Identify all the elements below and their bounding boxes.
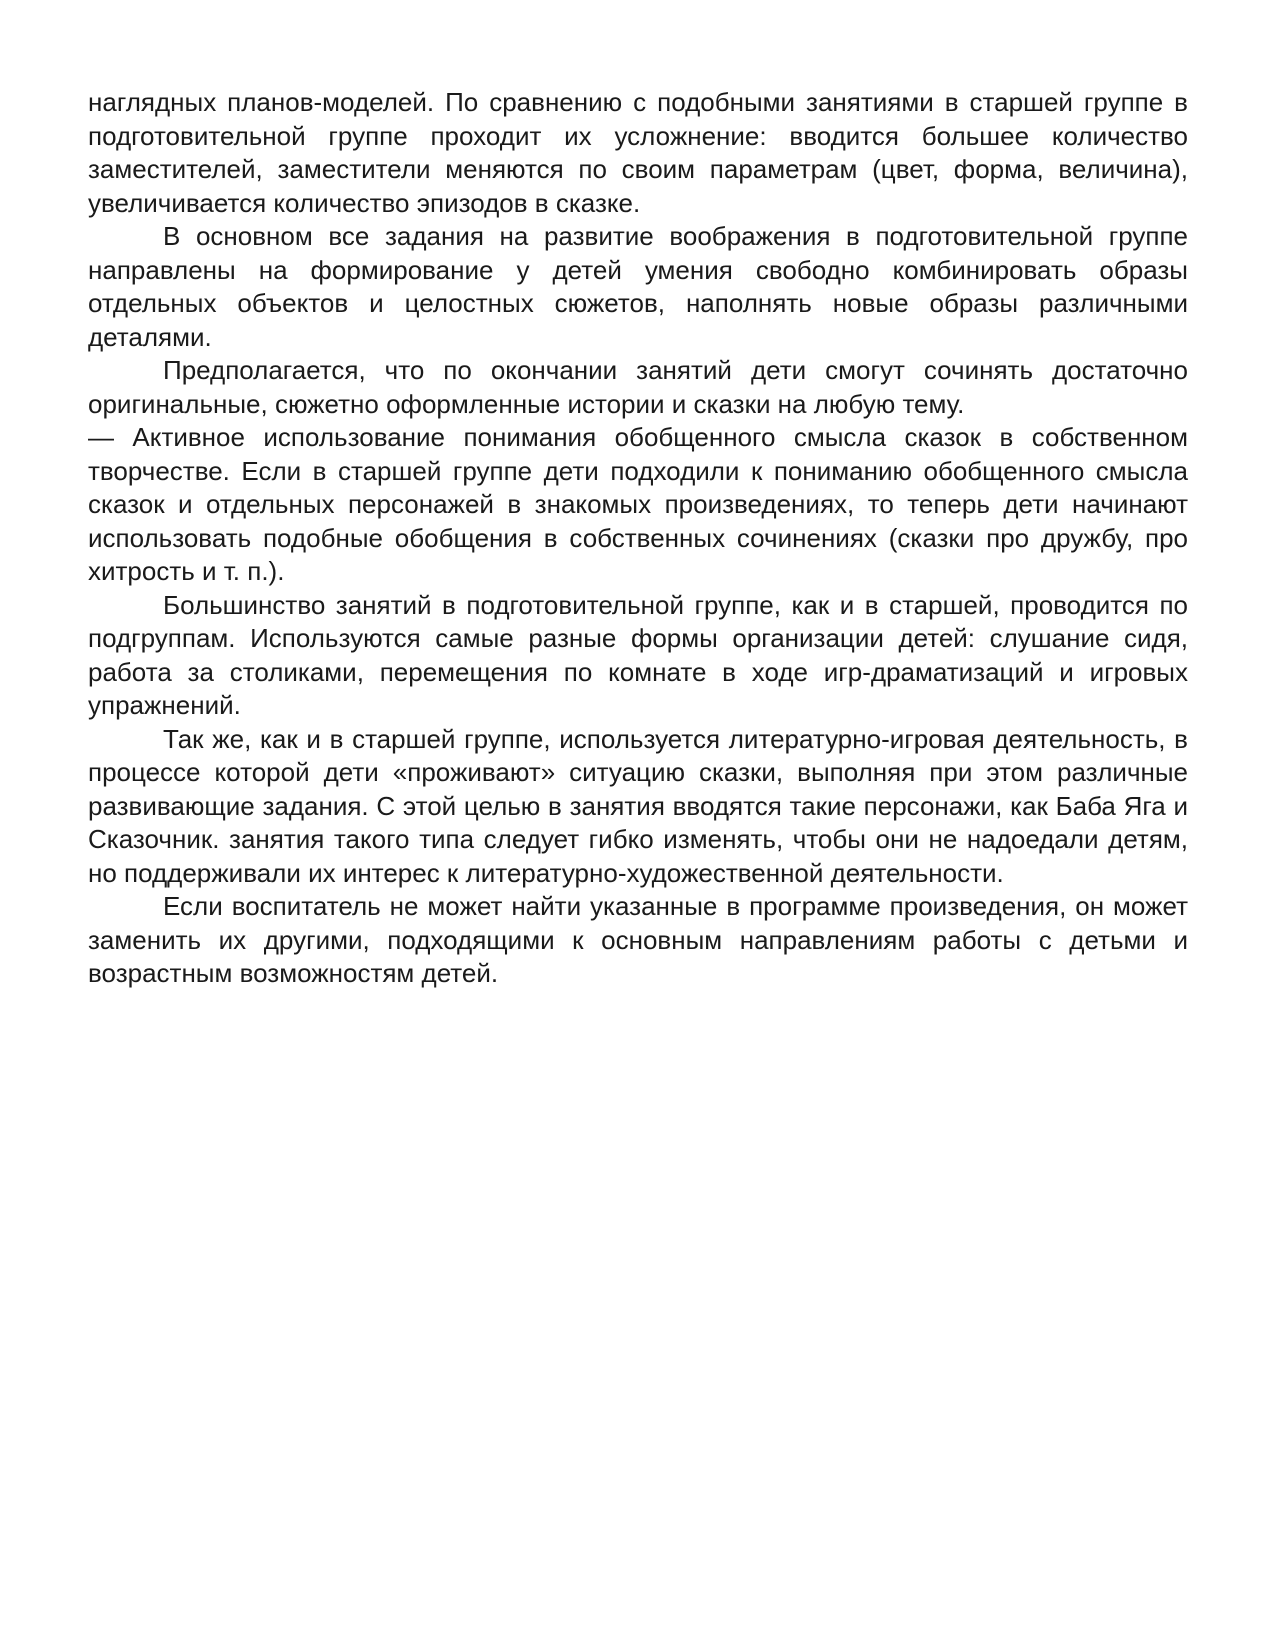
paragraph-expected-results: Предполагается, что по окончании занятий дети смогут сочинять достаточно оригинальные, сюжетно оформленные истории и сказки на любую тему. <box>88 355 1188 419</box>
paragraph-substitution: Если воспитатель не может найти указанные в программе произведения, он может заменить их другими, подходящими к основным направлениям работы с детьми и возрастным возможностям детей. <box>88 891 1188 988</box>
paragraph-continuation: наглядных планов-моделей. По сравнению с подобными занятиями в старшей группе в подготовительной группе проходит их усложнение: вводится большее количество заместителей, заместители меняются по своим параметрам (цвет, форма, величина), увеличивается количество эпизодов в сказке. <box>88 87 1188 218</box>
paragraph-subgroups: Большинство занятий в подготовительной группе, как и в старшей, проводится по подгруппам. Используются самые разные формы организации детей: слушание сидя, работа за столиками, перемещения по комнате в ходе игр-драматизаций и игровых упражнений. <box>88 589 1188 720</box>
paragraph-literary-play: Так же, как и в старшей группе, используется литературно-игровая деятельность, в процессе которой дети «проживают» ситуацию сказки, выполняя при этом различные развивающие задания. С этой целью в занятия вводятся такие персонажи, как Баба Яга и Сказочник. занятия такого типа следует гибко изменять, чтобы они не надоедали детям, но поддерживали их интерес к литературно-художественной деятельности. <box>88 723 1188 888</box>
document-page <box>88 86 1188 991</box>
paragraph-imagination-tasks: В основном все задания на развитие воображения в подготовительной группе направлены на формирование у детей умения свободно комбинировать образы отдельных объектов и целостных сюжетов, наполнять новые образы различными деталями. <box>88 221 1188 352</box>
paragraph-generalized-meaning: — Активное использование понимания обобщенного смысла сказок в собственном творчестве. Если в старшей группе дети подходили к пониманию обобщенного смысла сказок и отдельных персонажей в знакомых произведениях, то теперь дети начинают использовать подобные обобщения в собственных сочинениях (сказки про дружбу, про хитрость и т. п.). <box>88 422 1188 586</box>
